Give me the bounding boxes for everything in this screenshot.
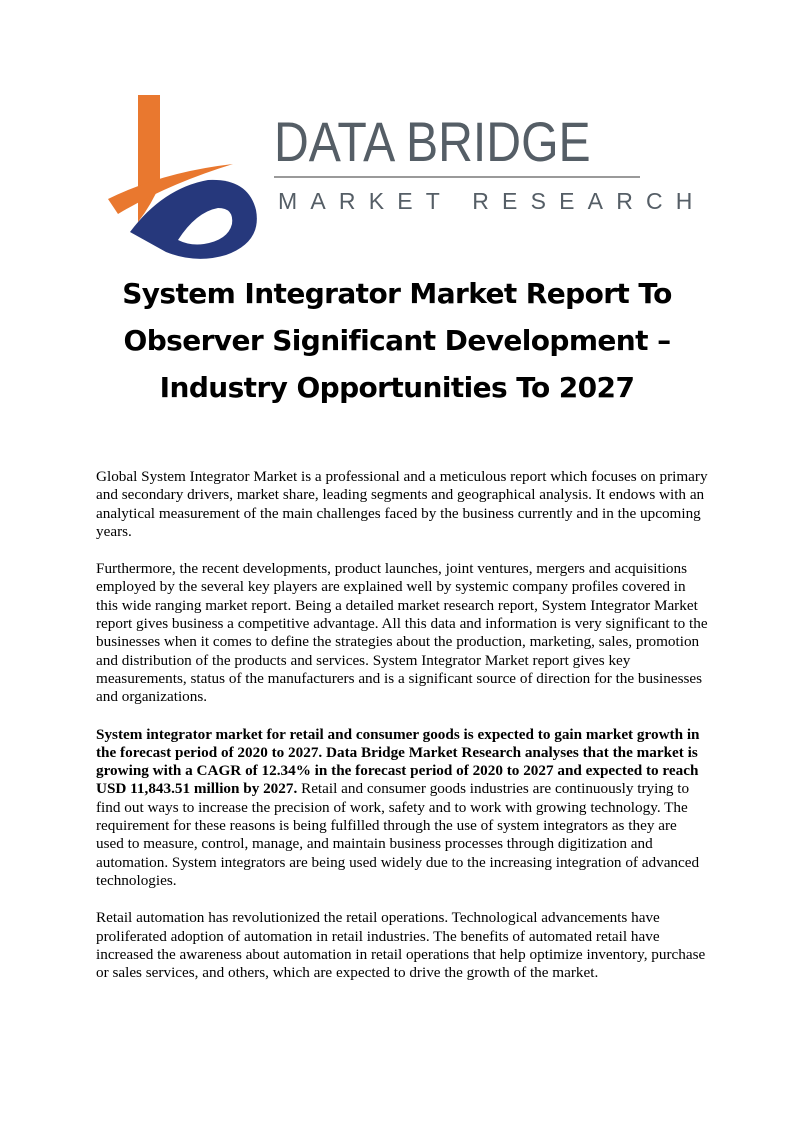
market-growth-text: Retail and consumer goods industries are continuously trying to find out ways to increase the precision of work, safety and to work with growing technology. The requirement for these reasons is being fulfilled through the use of system integrators as they are used to measure, control, manage, and maintain business processes through digitization and automation. System integrators are being used widely due to the increasing integration of advanced technologies. xyxy=(96,780,700,889)
logo-company-name: DATA BRIDGE xyxy=(274,110,591,173)
logo-tagline: MARKET RESEARCH xyxy=(278,188,706,214)
company-logo xyxy=(108,92,706,262)
market-growth-highlight: System integrator market for retail and consumer goods is expected to gain market growth in the forecast period of 2020 to 2027. Data Bridge Market Research analyses that the market is growing with a CAGR of 12.34% in the forecast period of 2020 to 2027 and expected to reach USD 11,843.51 million by 2027. xyxy=(96,725,700,798)
paragraph-market-growth xyxy=(96,726,708,891)
page-title: System Integrator Market Report To Observer Significant Development – Industry Opportunities To 2027 xyxy=(122,277,672,404)
paragraph-retail-automation: Retail automation has revolutionized the retail operations. Technological advancements have proliferated adoption of automation in retail industries. The benefits of automated retail have increased the awareness about automation in retail operations that help optimize inventory, purchase or sales services, and others, which are expected to drive the growth of the market. xyxy=(96,909,706,982)
paragraph-developments: Furthermore, the recent developments, product launches, joint ventures, mergers and acquisitions employed by the several key players are explained well by systemic company profiles covered in this wide ranging market report. Being a detailed market research report, System Integrator Market report gives business a competitive advantage. All this data and information is very significant to the businesses when it comes to define the strategies about the production, marketing, sales, promotion and distribution of the products and services. System Integrator Market report gives key measurements, status of the manufacturers and is a significant source of direction for the businesses and organizations. xyxy=(96,560,708,706)
logo-b-icon xyxy=(108,92,268,262)
paragraph-overview: Global System Integrator Market is a professional and a meticulous report which focuses on primary and secondary drivers, market share, leading segments and geographical analysis. It endows with an analytical measurement of the main challenges faced by the business currently and in the upcoming years. xyxy=(96,468,708,540)
document-body xyxy=(96,468,708,1001)
logo-divider xyxy=(274,176,640,178)
